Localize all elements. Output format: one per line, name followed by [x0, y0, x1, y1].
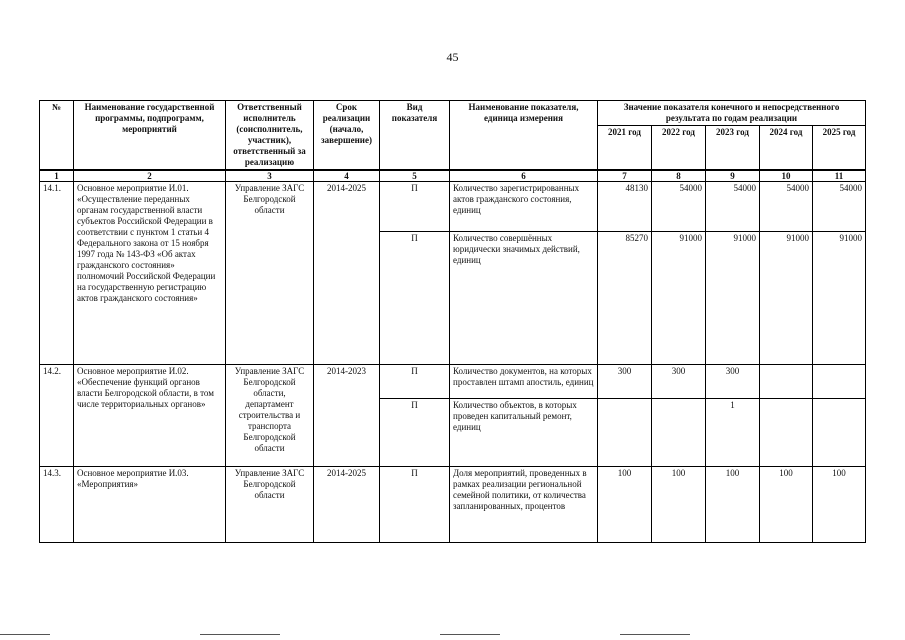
indicator-value: 54000: [652, 182, 706, 232]
indicator-name: Доля мероприятий, проведенных в рамках реализации региональной семейной политики, от количества запланированных, процентов: [450, 467, 598, 543]
indicator-type: П: [380, 467, 450, 543]
indicator-value: [813, 399, 866, 467]
header-indicator-type: Вид показателя: [380, 101, 450, 170]
column-number: 2: [74, 171, 226, 182]
column-number: 9: [706, 171, 760, 182]
indicator-value: 100: [598, 467, 652, 543]
header-executor: Ответственный исполнитель (соисполнитель, участник), ответственный за реализацию: [226, 101, 314, 170]
indicator-value: [652, 399, 706, 467]
event-name: Основное мероприятие И.03. «Мероприятия»: [74, 467, 226, 543]
header-year: 2021 год: [598, 126, 652, 170]
footer-rule: [620, 634, 690, 635]
indicator-value: 300: [652, 365, 706, 399]
indicator-type: П: [380, 182, 450, 232]
indicator-name: Количество документов, на которых проставлен штамп апостиль, единиц: [450, 365, 598, 399]
indicator-name: Количество совершённых юридически значимых действий, единиц: [450, 232, 598, 365]
indicator-name: Количество объектов, в которых проведен капитальный ремонт, единиц: [450, 399, 598, 467]
indicator-value: [760, 399, 813, 467]
indicator-value: 1: [706, 399, 760, 467]
column-number: 4: [314, 171, 380, 182]
header-year: 2025 год: [813, 126, 866, 170]
column-number: 3: [226, 171, 314, 182]
header-num: №: [40, 101, 74, 170]
row-number: 14.1.: [40, 182, 74, 365]
header-indicator-name: Наименование показателя, единица измерения: [450, 101, 598, 170]
indicator-value: [813, 365, 866, 399]
indicator-value: [598, 399, 652, 467]
indicator-value: 300: [706, 365, 760, 399]
footer-rule: [440, 634, 500, 635]
indicator-type: П: [380, 365, 450, 399]
column-number: 7: [598, 171, 652, 182]
column-number: 11: [813, 171, 866, 182]
header-year: 2022 год: [652, 126, 706, 170]
indicator-value: 91000: [652, 232, 706, 365]
column-number: 6: [450, 171, 598, 182]
indicator-value: 54000: [706, 182, 760, 232]
header-values-group: Значение показателя конечного и непосредственного результата по годам реализации: [598, 101, 866, 126]
row-number: 14.3.: [40, 467, 74, 543]
table-row: [40, 467, 866, 543]
footer-rule: [200, 634, 280, 635]
header-name: Наименование государственной программы, подпрограмм, мероприятий: [74, 101, 226, 170]
executor: Управление ЗАГС Белгородской области: [226, 467, 314, 543]
indicator-value: 91000: [706, 232, 760, 365]
indicator-name: Количество зарегистрированных актов гражданского состояния, единиц: [450, 182, 598, 232]
indicator-value: 54000: [760, 182, 813, 232]
header-term: Срок реализации (начало, завершение): [314, 101, 380, 170]
indicator-value: [760, 365, 813, 399]
header-year: 2023 год: [706, 126, 760, 170]
indicator-value: 100: [706, 467, 760, 543]
table-row: [40, 365, 866, 399]
indicator-value: 100: [760, 467, 813, 543]
indicator-value: 100: [813, 467, 866, 543]
indicator-value: 300: [598, 365, 652, 399]
page-number: 45: [446, 50, 459, 64]
indicator-value: 100: [652, 467, 706, 543]
executor: Управление ЗАГС Белгородской области, департамент строительства и транспорта Белгородской области: [226, 365, 314, 467]
column-number: 10: [760, 171, 813, 182]
indicator-value: 85270: [598, 232, 652, 365]
column-number: 8: [652, 171, 706, 182]
term: 2014-2023: [314, 365, 380, 467]
executor: Управление ЗАГС Белгородской области: [226, 182, 314, 365]
column-number: 5: [380, 171, 450, 182]
term: 2014-2025: [314, 467, 380, 543]
event-name: Основное мероприятие И.01. «Осуществление переданных органам государственной власти субъектов Российской Федерации в соответствии с пунктом 1 статьи 4 Федерального закона от 15 ноября 1997 года № 143-ФЗ «Об актах гражданского состояния» полномочий Российской Федерации на государственную регистрацию актов гражданского состояния»: [74, 182, 226, 365]
table-row: [40, 182, 866, 232]
indicator-type: П: [380, 399, 450, 467]
indicator-value: 54000: [813, 182, 866, 232]
header-year: 2024 год: [760, 126, 813, 170]
indicator-type: П: [380, 232, 450, 365]
row-number: 14.2.: [40, 365, 74, 467]
indicator-value: 48130: [598, 182, 652, 232]
indicator-value: 91000: [813, 232, 866, 365]
term: 2014-2025: [314, 182, 380, 365]
footer-rule: [0, 634, 50, 635]
indicators-table: [39, 100, 866, 543]
event-name: Основное мероприятие И.02. «Обеспечение функций органов власти Белгородской области, в том числе территориальных органов»: [74, 365, 226, 467]
indicator-value: 91000: [760, 232, 813, 365]
column-number: 1: [40, 171, 74, 182]
